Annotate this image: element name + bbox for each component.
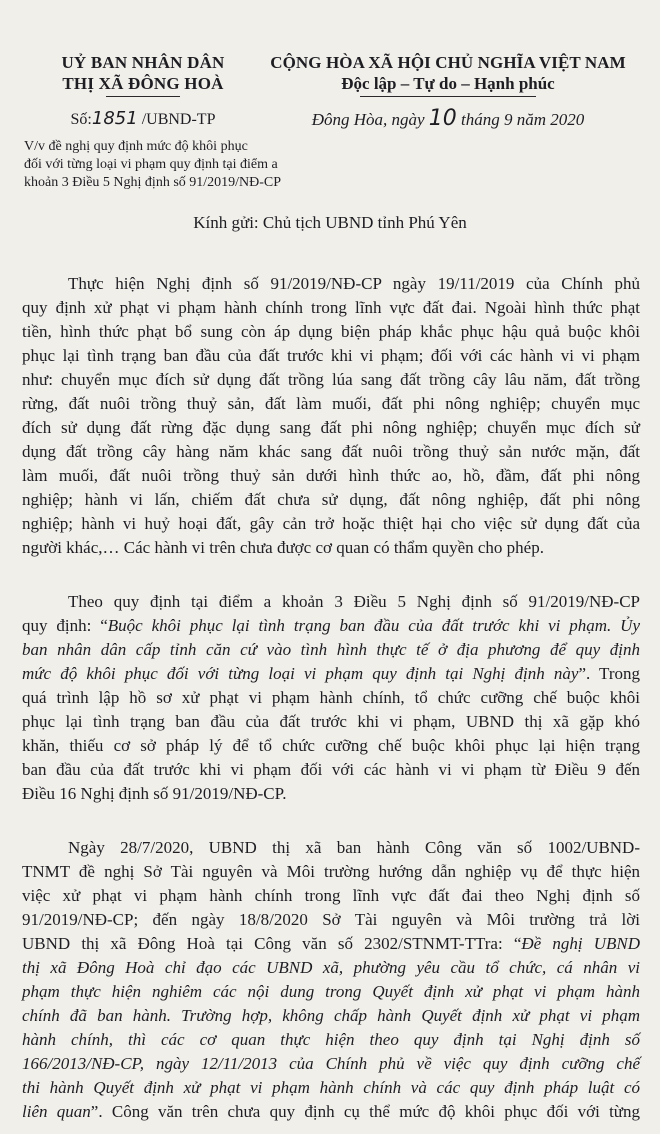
subject-line: đối với từng loại vi phạm quy định tại điểm a	[24, 157, 278, 172]
quoted-text: Đề nghị UBND	[521, 934, 641, 953]
subject-line: V/v đề nghị quy định mức độ khôi phục	[24, 139, 248, 154]
text-run: UBND thị xã Đông Hoà tại Công văn số 2302/STNMT-TTra: “	[22, 934, 522, 953]
text-line: quá trình lập hồ sơ xử phạt vi phạm hành chính, tổ chức cưỡng chế buộc khôi	[22, 688, 640, 707]
text-line: phục lại tình trạng ban đầu của đất trước khi vi phạm; đối với các hành vi vi phạm	[22, 346, 640, 365]
text-line: việc xử phạt vi phạm hành chính trong lĩnh vực đất đai theo Nghị định số	[22, 886, 640, 905]
text-line: dụng đất trồng cây hàng năm khác sang đất nuôi trồng thuỷ sản nước mặn, đất	[22, 442, 640, 461]
text-line: nghiệp; hành vi huỷ hoại đất, gây cản trở hoặc thiệt hại cho việc sử dụng đất của	[22, 514, 640, 533]
text-line: như: chuyển mục đích sử dụng đất trồng lúa sang đất trồng cây lâu năm, đất trồng	[22, 370, 640, 389]
document-subject	[24, 138, 324, 192]
issuing-agency	[28, 52, 258, 97]
date-prefix: Đông Hòa, ngày	[311, 110, 429, 129]
quoted-text-line: thị xã Đông Hoà chỉ đạo các UBND xã, phường yêu cầu tổ chức, cá nhân vi	[22, 958, 640, 977]
date-day: 10	[428, 106, 457, 131]
national-title	[258, 52, 638, 97]
quoted-text-line: ban nhân dân cấp tỉnh căn cứ vào tình hình thực tế ở địa phương để quy định	[22, 640, 640, 659]
quoted-text: Buộc khôi phục lại tình trạng ban đầu của đất trước khi vi phạm. Ủy	[107, 616, 640, 635]
quoted-text: mức độ khôi phục đối với từng loại vi phạm quy định tại Nghị định này	[22, 664, 579, 683]
national-motto: Độc lập – Tự do – Hạnh phúc	[341, 74, 555, 93]
quoted-text-line: thi hành Quyết định xử phạt vi phạm hành chính và các quy định pháp luật có	[22, 1078, 640, 1097]
motto-underline	[360, 96, 536, 97]
text-line	[22, 1100, 640, 1124]
text-line: TNMT đề nghị Sở Tài nguyên và Môi trường hướng dẫn nghiệp vụ để thực hiện	[22, 862, 640, 881]
text-line: khăn, thiếu cơ sở pháp lý để tổ chức cưỡng chế buộc khôi phục lại hiện trạng	[22, 736, 640, 755]
text-line: quy định xử phạt vi phạm hành chính trong lĩnh vực đất đai. Ngoài hình thức phạt	[22, 298, 640, 317]
quoted-text-line: hành chính, thì các cơ quan thực hiện theo quy định tại Nghị định số	[22, 1030, 640, 1049]
text-run: quy định: “	[22, 616, 108, 635]
agency-line-1: UỶ BAN NHÂN DÂN	[61, 53, 225, 72]
text-line: tiền, hình thức phạt bổ sung còn áp dụng biện pháp khắc phục hậu quả buộc khôi	[22, 322, 640, 341]
text-line: 91/2019/NĐ-CP; đến ngày 18/8/2020 Sở Tài nguyên và Môi trường trả lời	[22, 910, 640, 929]
subject-line: khoản 3 Điều 5 Nghị định số 91/2019/NĐ-CP	[24, 175, 282, 190]
nation-name: CỘNG HÒA XÃ HỘI CHỦ NGHĨA VIỆT NAM	[270, 53, 626, 72]
issue-date	[258, 106, 638, 131]
text-line: nghiệp; hành vi lấn, chiếm đất chưa sử dụng, đất nông nghiệp, đất phi nông	[22, 490, 640, 509]
agency-underline	[106, 96, 180, 97]
quoted-text: liên quan	[22, 1102, 91, 1121]
text-line: Ngày 28/7/2020, UBND thị xã ban hành Công văn số 1002/UBND-	[68, 838, 640, 857]
text-line	[22, 662, 640, 686]
quoted-text-line: phạm thực hiện nghiêm các nội dung trong Quyết định xử phạt vi phạm hành	[22, 982, 640, 1001]
text-line: người khác,… Các hành vi trên chưa được cơ quan có thẩm quyền cho phép.	[22, 538, 544, 557]
text-line: phục lại tình trạng ban đầu của đất trước khi vi phạm, UBND thị xã gặp khó	[22, 712, 640, 731]
text-line: đích sử dụng đất rừng đặc dụng sang đất phi nông nghiệp; chuyển mục đích sử	[22, 418, 640, 437]
document-number	[28, 108, 258, 129]
agency-line-2: THỊ XÃ ĐÔNG HOÀ	[62, 74, 224, 93]
doc-number-suffix: /UBND-TP	[137, 111, 216, 128]
text-line: Điều 16 Nghị định số 91/2019/NĐ-CP.	[22, 784, 287, 803]
text-line: làm muối, đất nuôi trồng thuỷ sản dưới hình thức ao, hồ, đầm, đất phi nông	[22, 466, 640, 485]
recipient: Kính gửi: Chủ tịch UBND tỉnh Phú Yên	[193, 213, 467, 232]
date-rest: tháng 9 năm 2020	[456, 110, 585, 129]
text-run: ”. Công văn trên chưa quy định cụ thể mức độ khôi phục đối với từng	[90, 1102, 641, 1121]
text-run: ”. Trong	[578, 664, 641, 683]
text-line: Theo quy định tại điểm a khoản 3 Điều 5 Nghị định số 91/2019/NĐ-CP	[68, 592, 640, 611]
text-line	[22, 614, 640, 638]
quoted-text-line: chính đã ban hành. Trường hợp, không chấp hành Quyết định xử phạt vi phạm	[22, 1006, 640, 1025]
text-line: rừng, đất nuôi trồng thuỷ sản, đất làm muối, đất phi nông nghiệp; chuyển mục	[22, 394, 640, 413]
doc-number-value: 1851	[91, 108, 138, 129]
text-line	[22, 932, 640, 956]
quoted-text-line: 166/2013/NĐ-CP, ngày 12/11/2013 của Chính phủ về việc quy định cưỡng chế	[22, 1054, 640, 1073]
doc-number-prefix: Số:	[70, 111, 92, 128]
text-line: Thực hiện Nghị định số 91/2019/NĐ-CP ngày 19/11/2019 của Chính phủ	[68, 274, 640, 293]
document-body	[22, 262, 640, 1134]
text-line: ban đầu của đất trước khi vi phạm đối với các hành vi vi phạm từ Điều 9 đến	[22, 760, 640, 779]
